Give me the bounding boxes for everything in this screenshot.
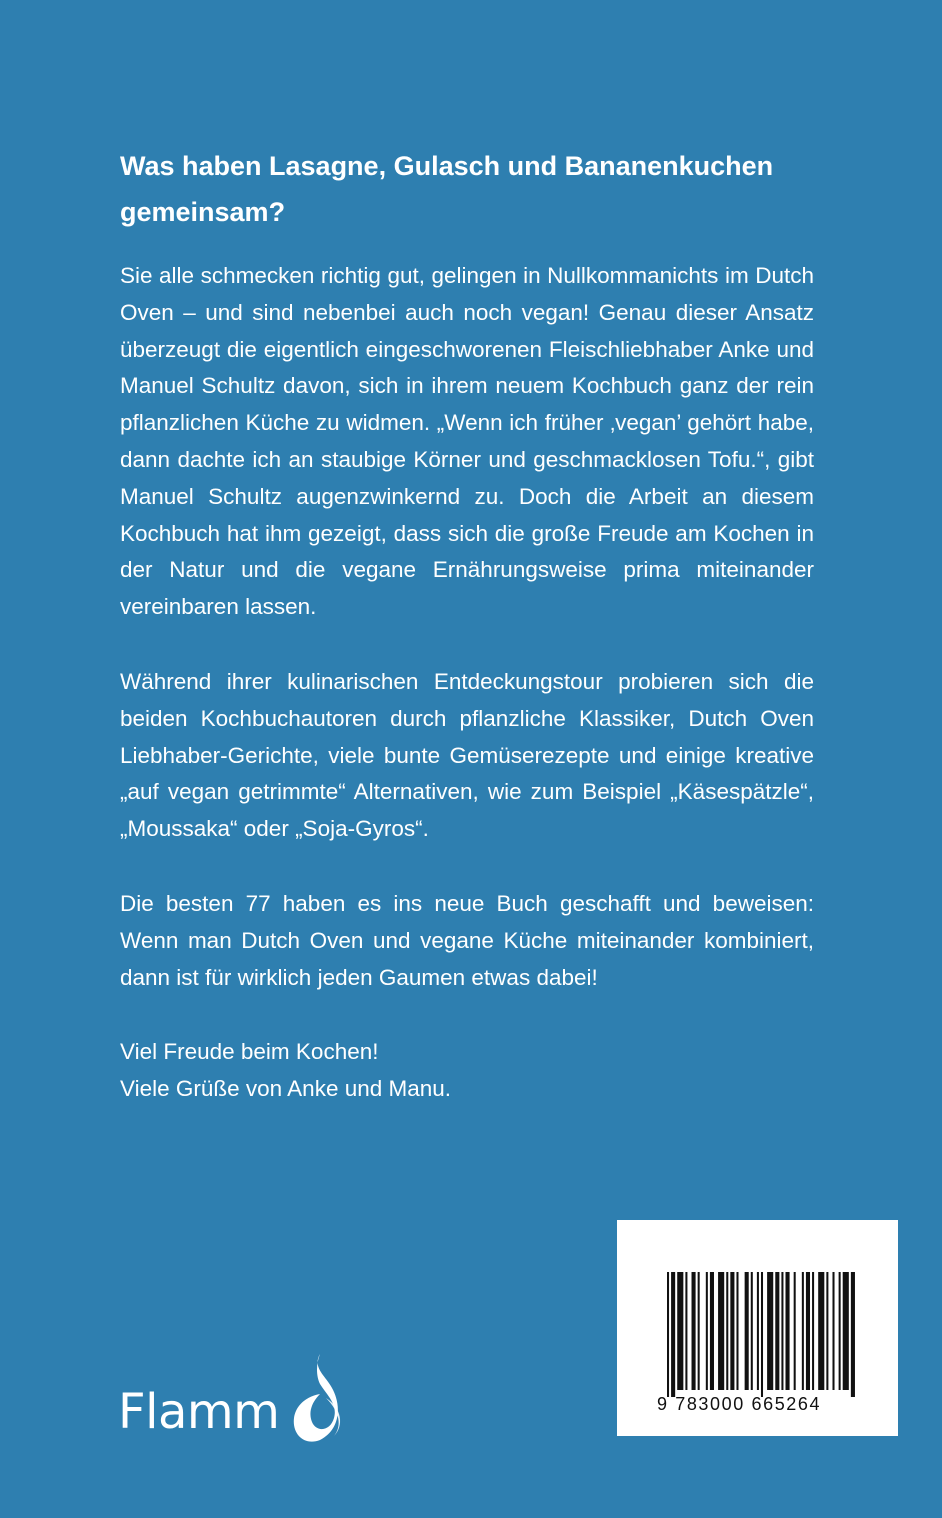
- barcode-bar: [761, 1272, 763, 1397]
- blurb: [120, 258, 814, 1146]
- barcode-icon: [667, 1272, 857, 1397]
- barcode-bar: [751, 1272, 753, 1390]
- barcode-bar: [794, 1272, 796, 1390]
- barcode-bar: [851, 1272, 855, 1397]
- barcode-bar: [677, 1272, 683, 1390]
- closing-greeting: Viel Freude beim Kochen! Viele Grüße von Anke und Manu.: [120, 1039, 452, 1102]
- barcode-bar: [757, 1272, 759, 1390]
- publisher-logo-text: Flamm: [118, 1384, 280, 1440]
- barcode-label: [617, 1220, 898, 1436]
- barcode-bar: [710, 1272, 714, 1390]
- barcode-bar: [812, 1272, 814, 1390]
- barcode-bar: [726, 1272, 728, 1390]
- barcode-bar: [745, 1272, 749, 1390]
- barcode-bar: [832, 1272, 834, 1390]
- barcode-bar: [706, 1272, 708, 1390]
- paragraph-intro: Sie alle schmecken richtig gut, gelingen in Nullkommanichts im Dutch Oven – und sind nebenbei auch noch vegan! Genau dieser Ansatz überzeugt die eigentlich eingeschworenen Fleischliebhaber Anke und Manuel Schultz davon, sich in ihrem neuem Kochbuch ganz der rein pflanzlichen Küche zu widmen. „Wenn ich früher ‚vegan’ gehört habe, dann dachte ich an staubige Körner und geschmacklosen Tofu.“, gibt Manuel Schultz augenzwinkernd zu. Doch die Arbeit an diesem Kochbuch hat ihm gezeigt, dass sich die große Freude am Kochen in der Natur und die vegane Ernährungsweise prima miteinander vereinbaren lassen.: [120, 263, 814, 620]
- barcode-bar: [685, 1272, 687, 1390]
- barcode-bar: [718, 1272, 724, 1390]
- barcode-bar: [667, 1272, 669, 1397]
- barcode-bar: [785, 1272, 789, 1390]
- barcode-bar: [692, 1272, 696, 1390]
- barcode-bar: [806, 1272, 810, 1390]
- barcode-bar: [843, 1272, 849, 1390]
- barcode-bar: [775, 1272, 779, 1390]
- paragraph-conclusion: Die besten 77 haben es ins neue Buch geschafft und beweisen: Wenn man Dutch Oven und vegane Küche miteinander kombiniert, dann ist für wirklich jeden Gaumen etwas dabei!: [120, 890, 814, 990]
- flame-icon: [286, 1350, 356, 1444]
- barcode-bar: [698, 1272, 700, 1390]
- barcode-bar: [736, 1272, 738, 1390]
- barcode-bar: [671, 1272, 675, 1397]
- barcode-bar: [802, 1272, 804, 1390]
- barcode-bar: [730, 1272, 734, 1390]
- barcode-bar: [826, 1272, 828, 1390]
- publisher-logo: [118, 1350, 358, 1445]
- barcode-bar: [818, 1272, 824, 1390]
- headline: Was haben Lasagne, Gulasch und Bananenkuchen gemeinsam?: [120, 151, 774, 227]
- barcode-bar: [767, 1272, 773, 1390]
- isbn-digits: 9 783000 665264: [657, 1394, 822, 1414]
- barcode-bar: [781, 1272, 783, 1390]
- paragraph-recipes: Während ihrer kulinarischen Entdeckungstour probieren sich die beiden Kochbuchautoren durch pflanzliche Klassiker, Dutch Oven Liebhaber-Gerichte, viele bunte Gemüserezepte und einige kreative „auf vegan getrimmte“ Alternativen, wie zum Beispiel „Käsespätzle“, „Moussaka“ oder „Soja-Gyros“.: [120, 668, 814, 842]
- barcode-bar: [839, 1272, 841, 1390]
